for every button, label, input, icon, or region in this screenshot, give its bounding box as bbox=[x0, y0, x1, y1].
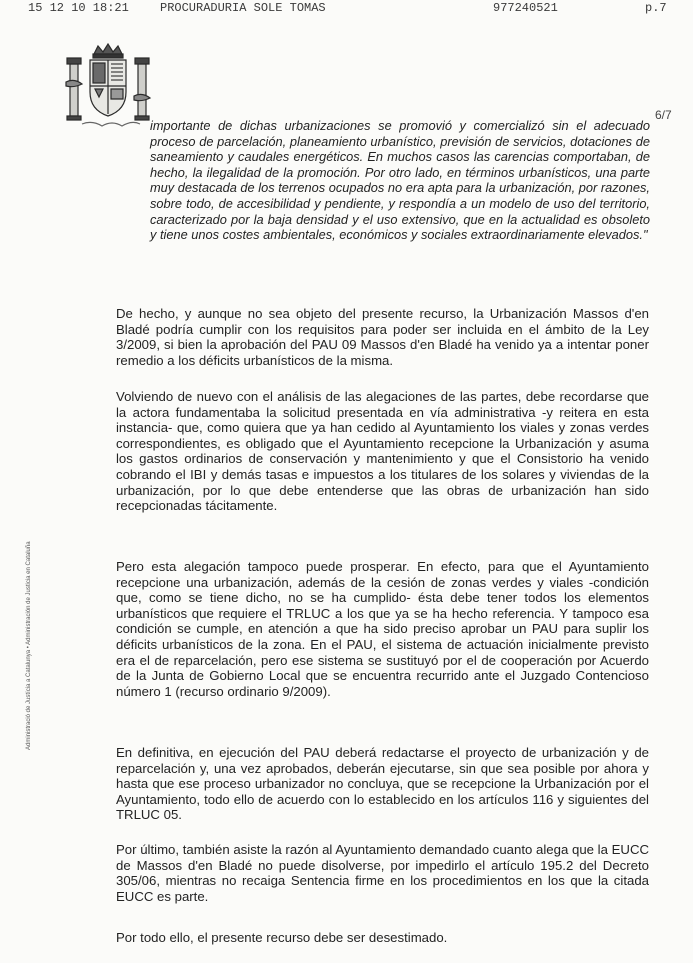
fax-sender: PROCURADURIA SOLE TOMAS bbox=[160, 1, 326, 15]
paragraph: Por todo ello, el presente recurso debe ser desestimado. bbox=[116, 930, 448, 945]
quoted-text: importante de dichas urbanizaciones se promovió y comercializó sin el adecuado proceso de parcelación, planeamiento urbanístico, previsión de servicios, dotaciones de saneamiento y caudales energéticos. En muchos casos las carencias comportaban, de hecho, la ilegalidad de la promoción. Por otro lado, en términos urbanísticos, una parte muy destacada de los terrenos ocupados no era apta para la urbanización, por razones, sobre todo, de accesibilidad y pendiente, y respondía a un modelo de uso del territorio, caracterizado por la baja densidad y el uso extensivo, que en la actualidad es obsoleto y tiene unos costes ambientales, económicos y sociales extraordinariamente elevados." bbox=[150, 118, 650, 243]
paragraph: Pero esta alegación tampoco puede prosperar. En efecto, para que el Ayuntamiento recepcione una urbanización, además de la cesión de zonas verdes y viales -condición que, como se tiene dicho, no se ha cumplido- ésta debe tener todos los elementos urbanísticos que requiere el TRLUC a los que ya se ha hecho referencia. Y tampoco esa condición se cumple, en atención a que ha sido preciso aprobar un PAU para suplir los déficits urbanísticos de la zona. En el PAU, el sistema de actuación inicialmente previsto era el de reparcelación, pero ese sistema se sustituyó por el de cooperación por Acuerdo de la Junta de Gobierno Local que se encuentra recurrido ante el Juzgado Contencioso número 1 (recurso ordinario 9/2009). bbox=[116, 559, 649, 699]
fax-datetime: 15 12 10 18:21 bbox=[28, 1, 129, 15]
side-note: Administració de Justícia a Catalunya • Administración de Justicia en Cataluña bbox=[26, 541, 32, 750]
paragraph: Volviendo de nuevo con el análisis de las alegaciones de las partes, debe recordarse que la actora fundamentaba la solicitud presentada en vía administrativa -y reitera en esta instancia- que, como quiera que ya han cedido al Ayuntamiento los viales y zonas verdes correspondientes, es obligado que el Ayuntamiento recepcione la Urbanización y asuma los gastos ordinarios de conservación y mantenimiento y que el Consistorio ha venido cobrando el IBI y demás tasas e impuestos a los titulares de los solares y viviendas de la urbanización, por lo que debe entenderse que las obras de urbanización han sido recepcionadas tácitamente. bbox=[116, 389, 649, 514]
page-count: 6/7 bbox=[655, 108, 672, 122]
paragraph: De hecho, y aunque no sea objeto del presente recurso, la Urbanización Massos d'en Bladé podría cumplir con los requisitos para poder ser incluida en el ámbito de la Ley 3/2009, si bien la aprobación del PAU 09 Massos d'en Bladé ha venido ya a intentar poner remedio a los déficits urbanísticos de la misma. bbox=[116, 306, 649, 368]
fax-header bbox=[0, 0, 693, 18]
fax-number: 977240521 bbox=[493, 1, 558, 15]
fax-page-number: p.7 bbox=[645, 1, 667, 15]
coat-of-arms-icon bbox=[62, 40, 154, 132]
paragraph: Por último, también asiste la razón al Ayuntamiento demandado cuanto alega que la EUCC de Massos d'en Bladé no puede disolverse, por impedirlo el artículo 195.2 del Decreto 305/06, mientras no recaiga Sentencia firme en los procedimientos en los que la citada EUCC es parte. bbox=[116, 842, 649, 904]
paragraph: En definitiva, en ejecución del PAU deberá redactarse el proyecto de urbanización y de reparcelación y, una vez aprobados, deberán ejecutarse, sin que sea posible por ahora y hasta que ese proceso urbanizador no concluya, que se recepcione la Urbanización por el Ayuntamiento, todo ello de acuerdo con lo establecido en los artículos 116 y siguientes del TRLUC 05. bbox=[116, 745, 649, 823]
